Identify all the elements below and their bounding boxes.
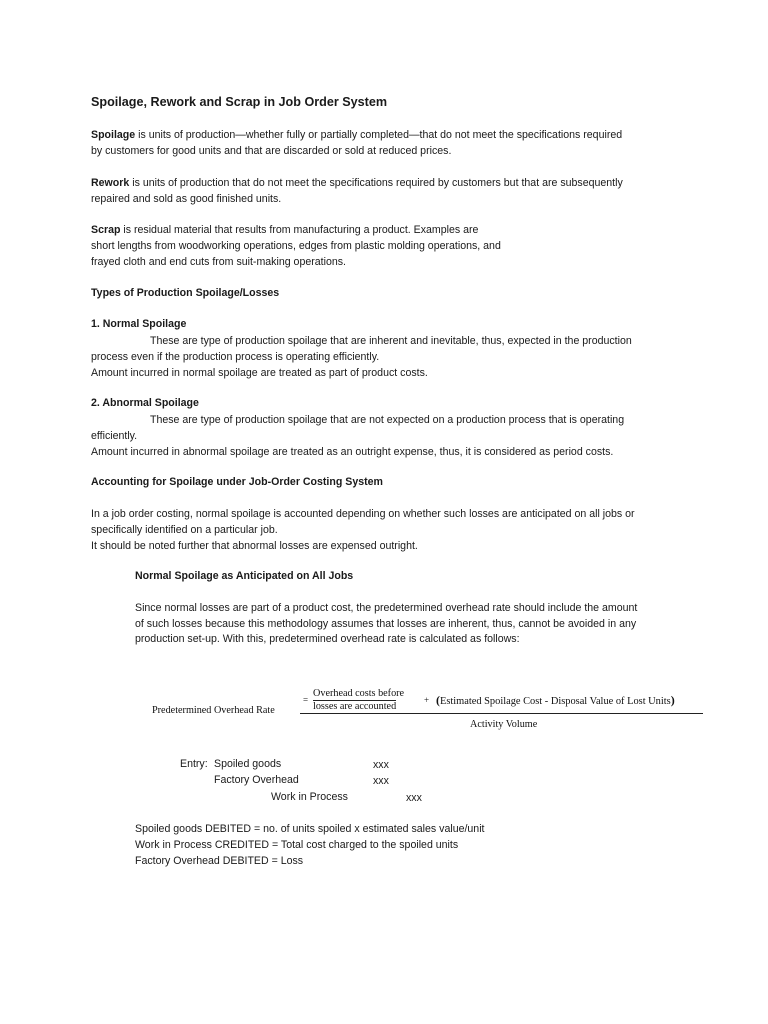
page-title: Spoilage, Rework and Scrap in Job Order System [91, 95, 388, 109]
accounting-text [91, 506, 678, 554]
spoilage-term: Spoilage [91, 129, 136, 141]
rework-definition [91, 175, 678, 207]
normal-spoilage-heading: 1. Normal Spoilage [91, 318, 187, 330]
formula-paren-open: ( [436, 693, 440, 707]
anticipated-line-1: Since normal losses are part of a product cost, the predetermined overhead rate should include the amount [135, 602, 638, 614]
scrap-term: Scrap [91, 224, 121, 236]
normal-line-1: These are type of production spoilage that are inherent and inevitable, thus, expected in the production [150, 335, 632, 347]
formula-num1-line-1: Overhead costs before [313, 688, 405, 699]
note-spoiled-goods: Spoiled goods DEBITED = no. of units spoiled x estimated sales value/unit [135, 823, 485, 835]
spoilage-definition [91, 127, 678, 159]
formula-num1-line-2: losses are accounted [313, 701, 397, 712]
anticipated-text [135, 601, 678, 648]
abnormal-line-2: efficiently. [91, 430, 138, 442]
abnormal-line-3: Amount incurred in abnormal spoilage are treated as an outright expense, thus, it is considered as period costs. [91, 446, 614, 458]
abnormal-spoilage-heading: 2. Abnormal Spoilage [91, 397, 199, 409]
formula-plus: + [424, 695, 430, 705]
scrap-definition [91, 222, 678, 270]
formula-spoilage-text: Estimated Spoilage Cost - Disposal Value of Lost Units [440, 696, 671, 707]
formula-equals: = [303, 695, 309, 705]
entry-credit-amount: xxx [406, 792, 422, 804]
entry-debit-spoiled-goods: Spoiled goods [214, 758, 282, 770]
formula-fraction-line [300, 713, 703, 714]
normal-line-2: process even if the production process is operating efficiently. [91, 351, 380, 363]
anticipated-line-2: of such losses because this methodology assumes that losses are inherent, thus, cannot be avoided in any [135, 617, 637, 630]
scrap-line-1: Scrap is residual material that results from manufacturing a product. Examples are [91, 224, 479, 236]
spoilage-line-1: Spoilage is units of production—whether fully or partially completed—that do not meet the specifications required [91, 129, 623, 141]
normal-line-3: Amount incurred in normal spoilage are treated as part of product costs. [91, 367, 428, 379]
formula-numerator-overhead [313, 688, 404, 713]
note-factory-overhead: Factory Overhead DEBITED = Loss [135, 855, 304, 867]
entry-debit-spoiled-goods-amount: xxx [373, 759, 389, 771]
spoilage-line-2: by customers for good units and that are discarded or sold at reduced prices. [91, 145, 452, 157]
entry-notes [135, 821, 485, 869]
formula-label: Predetermined Overhead Rate [152, 705, 275, 716]
abnormal-spoilage-text [91, 412, 678, 460]
accounting-line-2: specifically identified on a particular job. [91, 524, 278, 536]
normal-spoilage-text [91, 333, 678, 381]
entry-credit-work-in-process: Work in Process [271, 791, 348, 803]
entry-debit-factory-overhead-amount: xxx [373, 775, 389, 787]
accounting-heading: Accounting for Spoilage under Job-Order Costing System [91, 476, 383, 488]
rework-line-2: repaired and sold as good finished units. [91, 193, 282, 205]
types-heading: Types of Production Spoilage/Losses [91, 287, 280, 299]
accounting-line-1: In a job order costing, normal spoilage is accounted depending on whether such losses are anticipated on all jobs or [91, 508, 635, 520]
entry-debit-factory-overhead: Factory Overhead [214, 774, 299, 786]
accounting-line-3: It should be noted further that abnormal losses are expensed outright. [91, 540, 418, 552]
scrap-line-3: frayed cloth and end cuts from suit-making operations. [91, 256, 346, 268]
abnormal-line-1: These are type of production spoilage that are not expected on a production process that is operating [150, 414, 625, 426]
formula-paren-close: ) [670, 693, 675, 707]
scrap-line-2: short lengths from woodworking operations, edges from plastic molding operations, and [91, 240, 501, 252]
note-work-in-process: Work in Process CREDITED = Total cost charged to the spoiled units [135, 839, 459, 851]
rework-line-1: Rework is units of production that do not meet the specifications required by customers but that are subsequently [91, 177, 623, 189]
entry-label: Entry: [180, 758, 208, 770]
anticipated-line-3: production set-up. With this, predetermined overhead rate is calculated as follows: [135, 633, 520, 645]
formula-numerator-spoilage [436, 693, 675, 708]
anticipated-heading: Normal Spoilage as Anticipated on All Jobs [135, 570, 354, 582]
rework-term: Rework [91, 177, 130, 189]
formula-denominator: Activity Volume [470, 719, 538, 730]
